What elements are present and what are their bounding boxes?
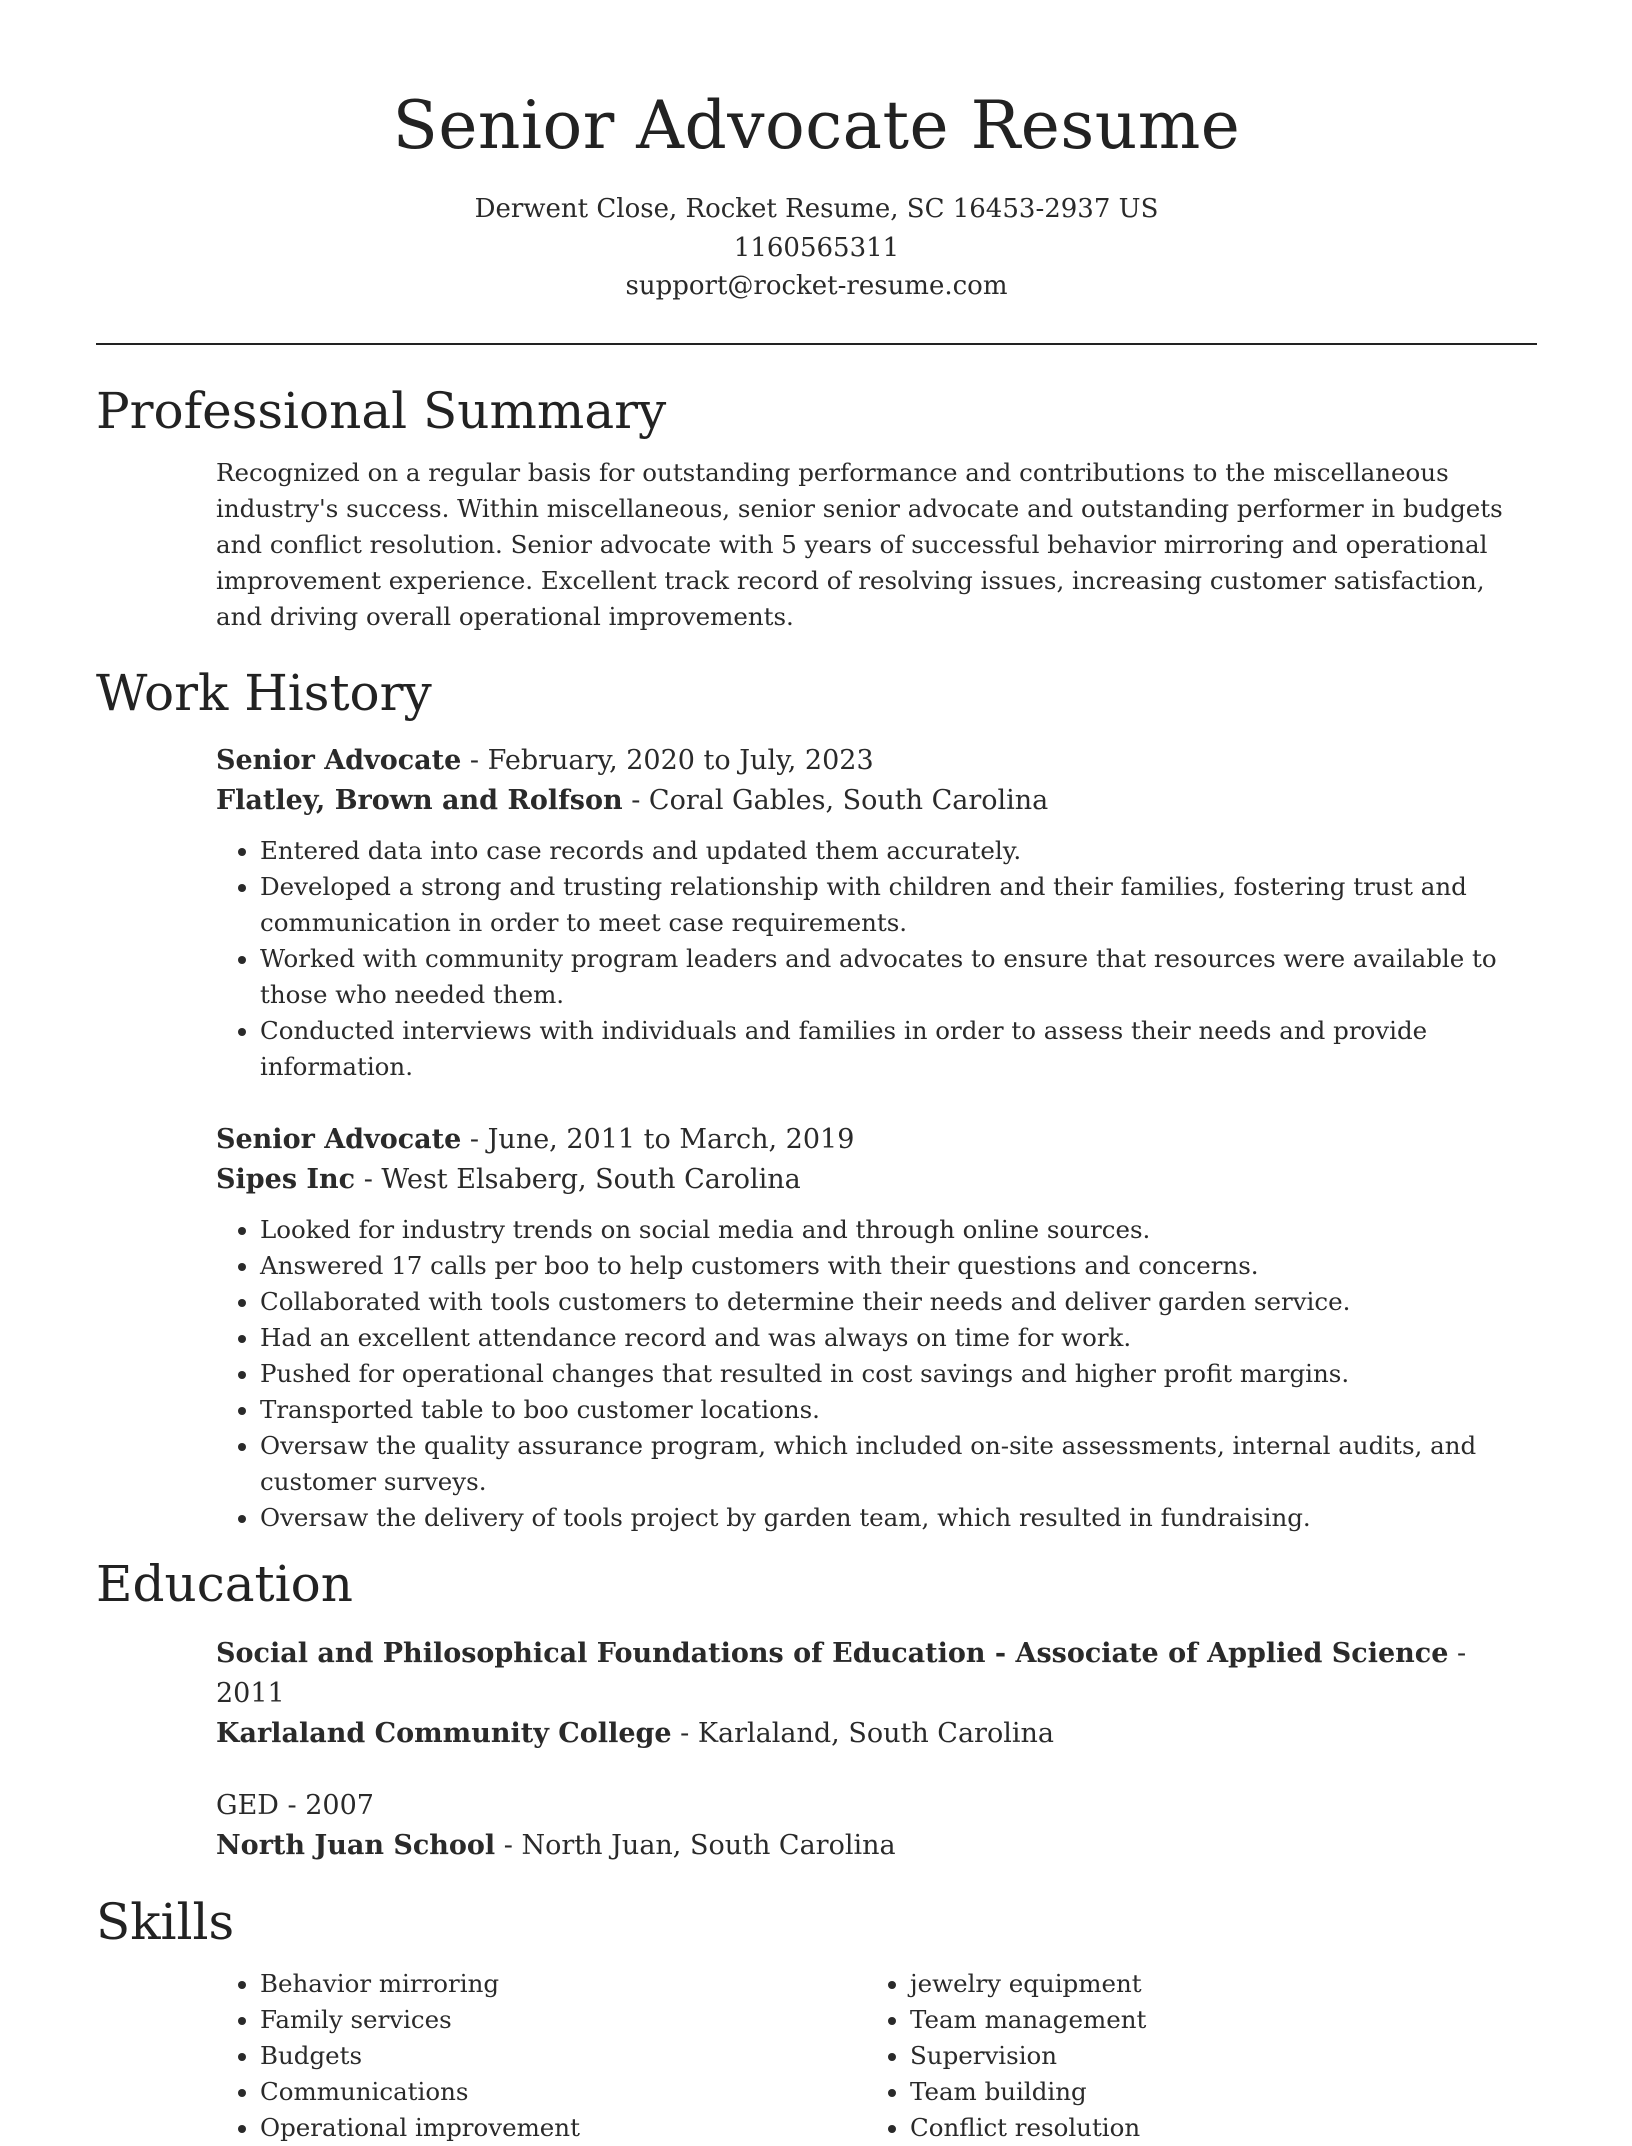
education-school-line	[216, 1826, 1537, 1866]
list-item: • Worked with community program leaders and advocates to ensure that resources were available to those who needed them.	[260, 941, 1537, 1013]
job-role-line	[216, 741, 1537, 781]
education-degree-line	[216, 1786, 1537, 1826]
education-degree: Social and Philosophical Foundations of Education - Associate of Applied Science	[216, 1637, 1449, 1669]
list-item: • Developed a strong and trusting relationship with children and their families, fostering trust and communication in order to meet case requirements.	[260, 869, 1537, 941]
section-title-work-history: Work History	[96, 663, 432, 722]
job-entry	[216, 1120, 1537, 1536]
list-item: • Entered data into case records and updated them accurately.	[260, 833, 1537, 869]
job-location: - West Elsaberg, South Carolina	[355, 1163, 801, 1195]
section-title-summary: Professional Summary	[96, 381, 667, 440]
skill-item: • Communications	[260, 2074, 866, 2110]
skill-item: • Operational improvement	[260, 2110, 866, 2146]
education-degree-line	[216, 1634, 1537, 1714]
education-school-line	[216, 1714, 1537, 1754]
job-company-line	[216, 1160, 1537, 1200]
contact-phone: 1160565311	[733, 232, 900, 263]
job-company: Flatley, Brown and Rolfson	[216, 784, 623, 816]
section-title-education: Education	[96, 1554, 353, 1613]
skills-columns	[216, 1966, 1537, 2146]
education-location: - North Juan, South Carolina	[495, 1829, 896, 1861]
education-school: Karlaland Community College	[216, 1717, 672, 1749]
skill-item: • Behavior mirroring	[260, 1966, 866, 2002]
list-item: • Oversaw the quality assurance program, which included on-site assessments, internal audits, and customer surveys.	[260, 1428, 1537, 1500]
job-entry	[216, 741, 1537, 1085]
education-entry	[216, 1786, 1537, 1866]
skill-item: • Team building	[910, 2074, 1516, 2110]
list-item: • Pushed for operational changes that resulted in cost savings and higher profit margins.	[260, 1356, 1537, 1392]
skill-item: • jewelry equipment	[910, 1966, 1516, 2002]
education-year: - 2007	[278, 1789, 374, 1821]
resume-header	[96, 0, 1537, 306]
list-item: • Oversaw the delivery of tools project by garden team, which resulted in fundraising.	[260, 1500, 1537, 1536]
skills-list	[216, 1966, 866, 2146]
job-dates: - February, 2020 to July, 2023	[461, 744, 874, 776]
header-divider	[96, 343, 1537, 345]
job-company: Sipes Inc	[216, 1163, 356, 1195]
education-school: North Juan School	[216, 1829, 496, 1861]
skills-column-left	[216, 1966, 866, 2146]
job-role-line	[216, 1120, 1537, 1160]
contact-email: support@rocket-resume.com	[625, 271, 1008, 301]
summary-text: Recognized on a regular basis for outstanding performance and contributions to the miscellaneous industry's success. Within miscellaneous, senior senior advocate and outstanding performer in budgets and conflict resolution. Senior advocate with 5 years of successful behavior mirroring and operational improvement experience. Excellent track record of resolving issues, increasing customer satisfaction, and driving overall operational improvements.	[216, 457, 1503, 631]
job-dates: - June, 2011 to March, 2019	[461, 1123, 855, 1155]
contact-address: Derwent Close, Rocket Resume, SC 16453-2937 US	[474, 194, 1159, 224]
education-degree: GED	[216, 1789, 279, 1821]
skill-item: • Conflict resolution	[910, 2110, 1516, 2146]
job-bullets	[216, 833, 1537, 1085]
skills-column-right	[866, 1966, 1516, 2146]
skills-list	[866, 1966, 1516, 2146]
list-item: • Had an excellent attendance record and was always on time for work.	[260, 1320, 1537, 1356]
skill-item: • Budgets	[260, 2038, 866, 2074]
education-entry	[216, 1634, 1537, 1754]
job-role: Senior Advocate	[216, 1123, 462, 1155]
resume-title: Senior Advocate Resume	[392, 87, 1241, 164]
education-location: - Karlaland, South Carolina	[671, 1717, 1054, 1749]
skill-item: • Family services	[260, 2002, 866, 2038]
job-bullets	[216, 1212, 1537, 1536]
list-item: • Looked for industry trends on social media and through online sources.	[260, 1212, 1537, 1248]
skill-item: • Team management	[910, 2002, 1516, 2038]
list-item: • Collaborated with tools customers to determine their needs and deliver garden service.	[260, 1284, 1537, 1320]
job-location: - Coral Gables, South Carolina	[622, 784, 1049, 816]
contact-block	[96, 190, 1537, 306]
skill-item: • Supervision	[910, 2038, 1516, 2074]
job-company-line	[216, 781, 1537, 821]
job-role: Senior Advocate	[216, 744, 462, 776]
section-title-skills: Skills	[96, 1892, 235, 1951]
education-year: - 2011	[216, 1637, 1467, 1709]
list-item: • Answered 17 calls per boo to help customers with their questions and concerns.	[260, 1248, 1537, 1284]
list-item: • Transported table to boo customer locations.	[260, 1392, 1537, 1428]
list-item: • Conducted interviews with individuals and families in order to assess their needs and provide information.	[260, 1013, 1537, 1085]
resume-page	[96, 0, 1537, 2146]
